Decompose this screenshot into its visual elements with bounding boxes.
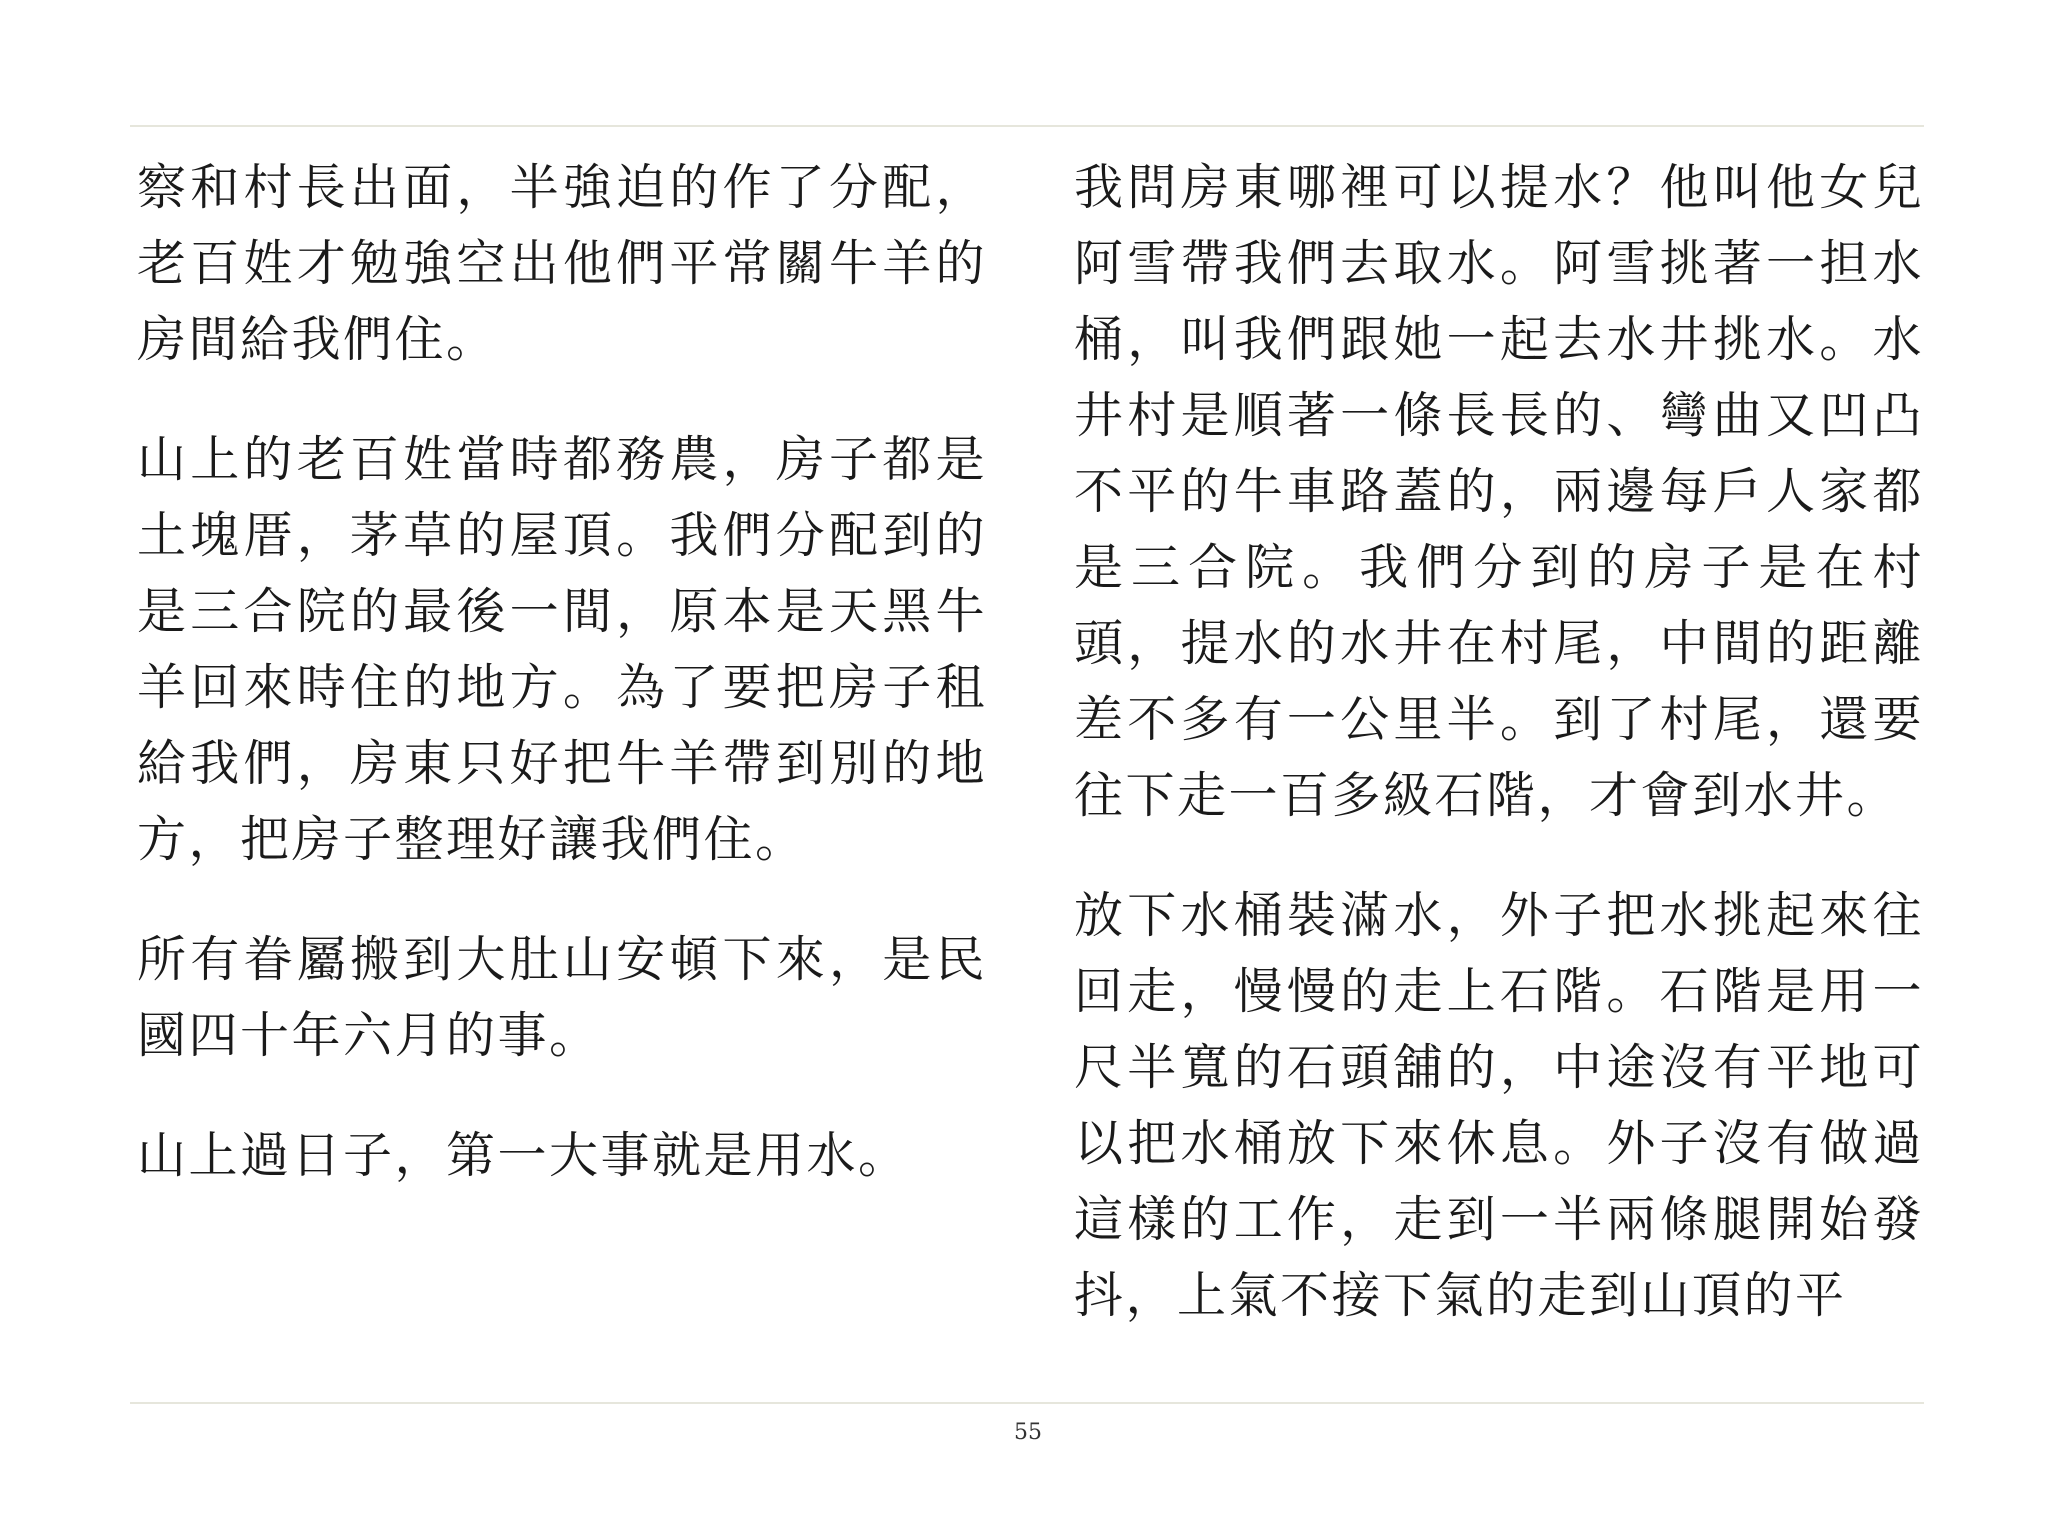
right-text-column [1074,150,1924,1378]
left-text-column [137,150,987,1238]
top-rule [130,125,1924,127]
bottom-rule [130,1402,1924,1404]
paragraph: 察和村長出面，半強迫的作了分配，老百姓才勉強空出他們平常關牛羊的房間給我們住。 [137,159,987,368]
paragraph: 我問房東哪裡可以提水？他叫他女兒阿雪帶我們去取水。阿雪挑著一担水桶，叫我們跟她一起去水井挑水。水井村是順著一條長長的、彎曲又凹凸不平的牛車路蓋的，兩邊每戶人家都是三合院。我們分到的房子是在村頭，提水的水井在村尾，中間的距離差不多有一公里半。到了村尾，還要往下走一百多級石階，才會到水井。 [1074,159,1924,824]
page-number: 55 [1014,1420,1042,1445]
paragraph: 放下水桶裝滿水，外子把水挑起來往回走，慢慢的走上石階。石階是用一尺半寬的石頭舖的，中途沒有平地可以把水桶放下來休息。外子沒有做過這樣的工作，走到一半兩條腿開始發抖，上氣不接下氣的走到山頂的平 [1074,887,1924,1324]
paragraph: 所有眷屬搬到大肚山安頓下來，是民國四十年六月的事。 [137,931,987,1064]
paragraph: 山上的老百姓當時都務農，房子都是土塊厝，茅草的屋頂。我們分配到的是三合院的最後一間，原本是天黑牛羊回來時住的地方。為了要把房子租給我們，房東只好把牛羊帶到別的地方，把房子整理好讓我們住。 [137,431,987,868]
paragraph: 山上過日子，第一大事就是用水。 [137,1127,910,1184]
